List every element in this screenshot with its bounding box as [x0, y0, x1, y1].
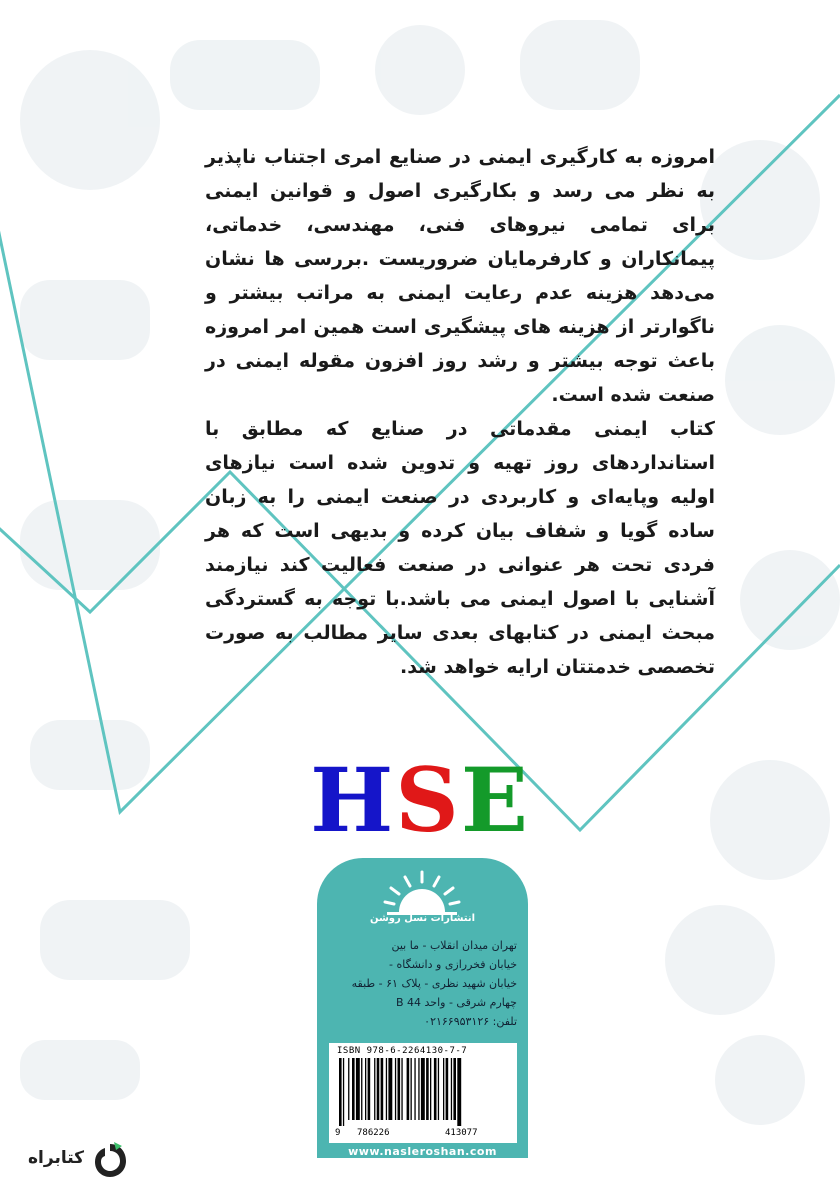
barcode-bar: [451, 1058, 452, 1120]
paragraph-text: با استانداردهای روز تهیه و تدوین شده است نیازهای اولیه وپایه‌ای و کاربردی در صنعت ایمنی را به زبان ساده گویا و شفاف بیان کرده و بدیهی است که هر فردی تحت هر عنوانی در صنعت فعالیت کند نیازمند آشنایی با اصول ایمنی می باشد.با توجه به گستردگی مبحث ایمنی در کتابهای بعدی سایر مطالب به صورت تخصصی خدمتتان ارایه خواهد شد.: [205, 418, 715, 678]
barcode-bar: [377, 1058, 380, 1120]
hse-letter-h: H: [310, 748, 396, 852]
barcode-bar: [453, 1058, 456, 1120]
barcode-bar: [339, 1058, 342, 1126]
barcode-bar: [430, 1058, 431, 1120]
address-line: خیابان شهید نظری - پلاک ۶۱ - طبقه: [351, 977, 517, 990]
isbn-number: ISBN 978-6-2264130-7-7: [337, 1046, 468, 1056]
barcode-bar: [348, 1058, 349, 1120]
paragraph-book-description: [205, 412, 715, 684]
barcode-bar: [443, 1058, 444, 1120]
barcode-bar: [374, 1058, 375, 1120]
barcode-bar: [457, 1058, 461, 1126]
barcode-bar: [418, 1058, 419, 1120]
ketabrah-logo-icon: [90, 1140, 130, 1180]
sunrise-logo-icon: [379, 868, 465, 918]
barcode-bar: [395, 1058, 396, 1120]
back-cover-text: [205, 140, 715, 684]
barcode-digit-group-left: 786226: [357, 1128, 390, 1138]
hse-letter-s: S: [395, 748, 461, 852]
barcode-bar: [381, 1058, 384, 1120]
barcode-bar: [411, 1058, 412, 1120]
barcode-bar: [426, 1058, 429, 1120]
paragraph-text: کتاب ایمنی مقدماتی در صنایع که: [303, 418, 715, 440]
barcode-bar: [446, 1058, 449, 1120]
phone-line: تلفن: ۰۲۱۶۶۹۵۳۱۲۶: [424, 1015, 517, 1028]
barcode-bar: [361, 1058, 362, 1120]
barcode: [335, 1058, 511, 1126]
paragraph-intro: امروزه به کارگیری ایمنی در صنایع امری اجتناب ناپذیر به نظر می رسد و بکارگیری اصول و قوانین ایمنی برای تمامی نیروهای فنی، مهندسی، خدماتی، پیمانکاران و کارفرمایان ضروریست .بررسی ها نشان می‌دهد هزینه عدم رعایت ایمنی به مراتب بیشتر و ناگوارتر از هزینه های پیشگیری است همین امر امروزه باعث توجه بیشتر و رشد روز افزون مقوله ایمنی در صنعت شده است.: [205, 146, 715, 406]
barcode-bar: [365, 1058, 366, 1120]
isbn-barcode-box: [329, 1043, 517, 1143]
hse-letter-e: E: [460, 748, 530, 852]
publisher-address: [331, 936, 517, 1031]
ketabrah-watermark: [28, 1140, 133, 1180]
barcode-digit-group-right: 413077: [445, 1128, 478, 1138]
barcode-bar: [388, 1058, 392, 1120]
address-line: چهارم شرقی - واحد 44 B: [395, 996, 517, 1009]
publisher-website: www.nasleroshan.com: [348, 1145, 497, 1158]
barcode-bar: [438, 1058, 439, 1120]
address-line: تهران میدان انقلاب - ما بین: [391, 939, 517, 952]
barcode-digit-prefix: 9: [335, 1128, 341, 1138]
barcode-bar: [434, 1058, 437, 1120]
barcode-bar: [398, 1058, 401, 1120]
hse-logo: [0, 750, 840, 850]
address-line: خیابان فخررازی و دانشگاه -: [389, 958, 517, 971]
barcode-bar: [421, 1058, 425, 1120]
barcode-bar: [414, 1058, 415, 1120]
brand-name: کتابراه: [28, 1148, 85, 1168]
emphasized-word: مطابق: [241, 418, 304, 440]
publisher-panel: [317, 858, 528, 1158]
barcode-bar: [356, 1058, 360, 1120]
barcode-bar: [343, 1058, 344, 1126]
barcode-bar: [368, 1058, 371, 1120]
barcode-bar: [352, 1058, 355, 1120]
barcode-bar: [401, 1058, 402, 1120]
barcode-bar: [386, 1058, 387, 1120]
publisher-name: انتشارات نسل روشن: [369, 913, 476, 924]
barcode-bar: [407, 1058, 410, 1120]
